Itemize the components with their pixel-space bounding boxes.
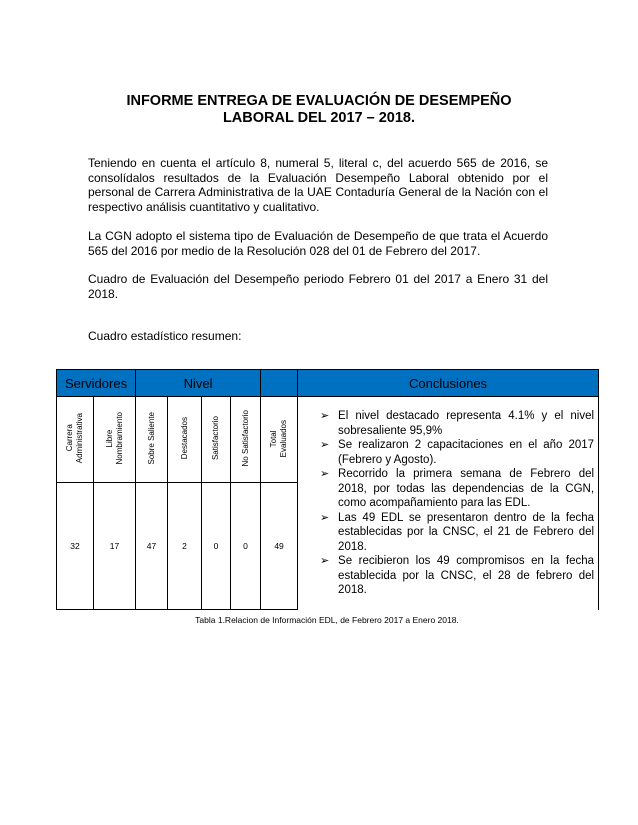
col-header-sobresaliente: Sobre Saliente [136,397,168,483]
value-sobresaliente: 47 [136,483,168,610]
conclusions-cell [298,397,599,610]
report-title-line2: LABORAL DEL 2017 – 2018. [222,110,416,126]
paragraph-system: La CGN adopto el sistema tipo de Evaluación de Desempeño de que trata el Acuerdo 565 del 2016 por medio de la Resolución 028 del 01 de Febrero del 2017. [88,229,548,258]
paragraph-intro: Teniendo en cuenta el artículo 8, numeral 5, literal c, del acuerdo 565 de 2016, se consolídalos resultados de la Evaluación Desempeño Laboral obtenido por el personal de Carrera Administrativa de la UAE Contaduría General de la Nación con el respectivo análisis cuantitativo y cualitativo. [88,156,548,214]
arrow-bullet-icon: ➢ [320,511,330,524]
conclusion-item: ➢ Se realizaron 2 capacitaciones en el año 2017 (Febrero y Agosto). [320,439,595,466]
col-header-destacados: Destacados [168,397,202,483]
value-destacados: 2 [168,483,202,610]
table-column-header-row [57,397,599,483]
arrow-bullet-icon: ➢ [320,468,330,480]
paragraph-summary-label: Cuadro estadístico resumen: [88,329,242,343]
value-carrera: 32 [57,483,94,610]
col-header-libre: Libre Nombramiento [94,397,136,483]
paragraph-period: Cuadro de Evaluación del Desempeño periodo Febrero 01 del 2017 a Enero 31 del 2018. [88,272,548,301]
nivel-header: Nivel [136,370,261,397]
col-header-no-satisfactorio: No Satisfactorio [231,397,261,483]
col-header-carrera: Carrera Administrativa [57,397,94,483]
arrow-bullet-icon: ➢ [320,410,330,422]
table-caption: Tabla 1.Relacion de Información EDL, de Febrero 2017 a Enero 2018. [195,615,459,625]
value-satisfactorio: 0 [202,483,231,610]
total-header-blank [261,370,298,397]
col-header-total: Total Evaluados [261,397,298,483]
table-group-header-row [57,370,599,397]
conclusions-list [320,409,594,598]
col-header-satisfactorio: Satisfactorio [202,397,231,483]
value-libre: 17 [94,483,136,610]
conclusiones-header: Conclusiones [298,370,599,397]
arrow-bullet-icon: ➢ [320,555,330,567]
conclusion-item: ➢ Se recibieron los 49 compromisos en la fecha establecida por la CNSC, el 28 de febrero del 2018. [320,555,595,596]
conclusion-item: ➢ Recorrido la primera semana de Febrero del 2018, por todas las dependencias de la CGN, como acompañamiento para las EDL. [320,468,595,509]
conclusion-item: ➢ El nivel destacado representa 4.1% y el nivel sobresaliente 95,9% [320,410,595,437]
conclusion-item: ➢ Las 49 EDL se presentaron dentro de la fecha establecidas por la CNSC, el 21 de Febrero del 2018. [320,511,595,553]
servidores-header: Servidores [57,370,136,397]
report-title-line1: INFORME ENTREGA DE EVALUACIÓN DE DESEMPEÑO [126,93,512,109]
value-total: 49 [261,483,298,610]
arrow-bullet-icon: ➢ [320,439,330,451]
summary-table [56,369,599,610]
value-no-satisfactorio: 0 [231,483,261,610]
